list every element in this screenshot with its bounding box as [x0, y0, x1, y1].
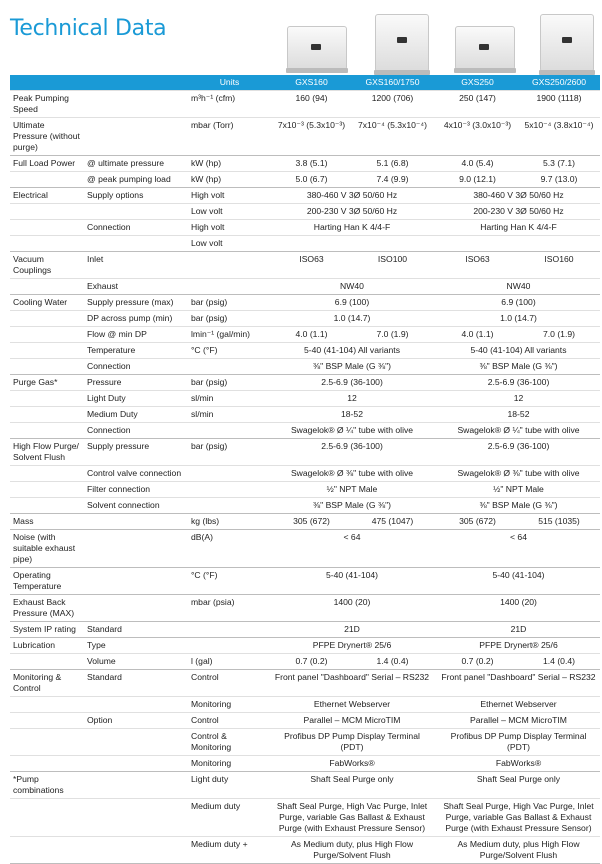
value-cell-gxs160-family: 380-460 V 3Ø 50/60 Hz [271, 188, 433, 204]
row-sublabel [84, 697, 188, 713]
unit-cell: Monitoring [188, 756, 271, 772]
value-cell-gxs160-family: ⅜" BSP Male (G ⅜") [271, 359, 433, 375]
table-row [10, 439, 600, 466]
table-row [10, 670, 600, 697]
unit-cell [188, 638, 271, 654]
value-cell: 1.4 (0.4) [352, 654, 433, 670]
table-row [10, 514, 600, 530]
value-cell: 1200 (706) [352, 91, 433, 118]
unit-cell: Control [188, 713, 271, 729]
row-sublabel: Medium Duty [84, 407, 188, 423]
value-cell-gxs160-family: Swagelok® Ø ⅜" tube with olive [271, 466, 433, 482]
row-sublabel [84, 514, 188, 530]
value-cell: 9.7 (13.0) [518, 172, 600, 188]
value-cell-gxs160-family: 5-40 (41-104) All variants [271, 343, 433, 359]
row-sublabel [84, 837, 188, 864]
value-cell: ISO100 [352, 252, 433, 279]
value-cell-gxs250-family: 1400 (20) [437, 595, 600, 622]
page-title: Technical Data [10, 16, 167, 41]
unit-cell: Monitoring [188, 697, 271, 713]
value-cell-gxs160-family: 200-230 V 3Ø 50/60 Hz [271, 204, 433, 220]
value-cell: 475 (1047) [352, 514, 433, 530]
row-label [10, 391, 84, 407]
row-label [10, 654, 84, 670]
value-cell: 9.0 (12.1) [437, 172, 518, 188]
value-cell-gxs250-family: Profibus DP Pump Display Terminal (PDT) [437, 729, 600, 756]
row-label: Noise (with suitable exhaust pipe) [10, 530, 84, 568]
value-cell: 305 (672) [437, 514, 518, 530]
unit-cell [188, 252, 271, 279]
value-cell: 5.0 (6.7) [271, 172, 352, 188]
unit-cell: bar (psig) [188, 295, 271, 311]
value-cell-gxs250-family: As Medium duty, plus High Flow Purge/Solvent Flush [437, 837, 600, 864]
row-label: Exhaust Back Pressure (MAX) [10, 595, 84, 622]
unit-cell: High volt [188, 220, 271, 236]
model-header: GXS250 [437, 75, 518, 91]
value-cell-gxs160-family: Shaft Seal Purge, High Vac Purge, Inlet Purge, variable Gas Ballast & Exhaust Purge (with Exhaust Pressure Sensor) [271, 799, 433, 837]
table-row [10, 343, 600, 359]
unit-cell: l (gal) [188, 654, 271, 670]
model-header: GXS160 [271, 75, 352, 91]
unit-cell: lmin⁻¹ (gal/min) [188, 327, 271, 343]
table-row [10, 311, 600, 327]
row-label [10, 359, 84, 375]
value-cell: 4.0 (1.1) [437, 327, 518, 343]
unit-cell: sl/min [188, 407, 271, 423]
row-sublabel: Inlet [84, 252, 188, 279]
table-row [10, 172, 600, 188]
row-label [10, 279, 84, 295]
table-row [10, 799, 600, 837]
row-sublabel: Exhaust [84, 279, 188, 295]
value-cell: ISO63 [271, 252, 352, 279]
row-label: System IP rating [10, 622, 84, 638]
table-row [10, 407, 600, 423]
table-row [10, 482, 600, 498]
unit-cell: mbar (Torr) [188, 118, 271, 156]
unit-cell [188, 466, 271, 482]
row-sublabel: Solvent connection [84, 498, 188, 514]
value-cell-gxs250-family: Parallel – MCM MicroTIM [437, 713, 600, 729]
row-label: Purge Gas* [10, 375, 84, 391]
row-label [10, 407, 84, 423]
value-cell-gxs160-family: Shaft Seal Purge only [271, 772, 433, 799]
value-cell-gxs250-family: 2.5-6.9 (36-100) [437, 375, 600, 391]
value-cell-gxs250-family: 5-40 (41-104) [437, 568, 600, 595]
unit-cell: kg (lbs) [188, 514, 271, 530]
table-row [10, 466, 600, 482]
row-sublabel: Flow @ min DP [84, 327, 188, 343]
unit-cell: °C (°F) [188, 568, 271, 595]
row-label: Ultimate Pressure (without purge) [10, 118, 84, 156]
value-cell: 5x10⁻⁴ (3.8x10⁻⁴) [518, 118, 600, 156]
row-label: Electrical [10, 188, 84, 204]
value-cell-gxs160-family: Profibus DP Pump Display Terminal (PDT) [271, 729, 433, 756]
value-cell-gxs160-family: PFPE Drynert® 25/6 [271, 638, 433, 654]
value-cell-gxs250-family: 200-230 V 3Ø 50/60 Hz [437, 204, 600, 220]
unit-cell: bar (psig) [188, 439, 271, 466]
value-cell-gxs160-family: Ethernet Webserver [271, 697, 433, 713]
value-cell-gxs160-family: 1.0 (14.7) [271, 311, 433, 327]
value-cell-gxs250-family: Swagelok® Ø ⅜" tube with olive [437, 466, 600, 482]
row-sublabel: Option [84, 713, 188, 729]
value-cell-gxs250-family: PFPE Drynert® 25/6 [437, 638, 600, 654]
table-row [10, 236, 600, 252]
row-label: Full Load Power [10, 156, 84, 172]
row-sublabel: Supply pressure [84, 439, 188, 466]
value-cell-gxs250-family: Swagelok® Ø ¼" tube with olive [437, 423, 600, 439]
table-row [10, 118, 600, 156]
row-label [10, 697, 84, 713]
value-cell: 7.0 (1.9) [518, 327, 600, 343]
table-row [10, 772, 600, 799]
value-cell-gxs160-family: 5-40 (41-104) [271, 568, 433, 595]
value-cell-gxs160-family: < 64 [271, 530, 433, 568]
table-row [10, 375, 600, 391]
model-header: GXS160/1750 [352, 75, 433, 91]
table-header-row [10, 75, 600, 91]
row-label [10, 423, 84, 439]
unit-cell [188, 482, 271, 498]
value-cell-gxs160-family: 2.5-6.9 (36-100) [271, 375, 433, 391]
value-cell-gxs250-family: ⅜" BSP Male (G ⅜") [437, 498, 600, 514]
table-row [10, 327, 600, 343]
row-label: Monitoring & Control [10, 670, 84, 697]
value-cell-gxs250-family: Shaft Seal Purge only [437, 772, 600, 799]
row-sublabel [84, 118, 188, 156]
row-sublabel [84, 530, 188, 568]
row-sublabel: Supply pressure (max) [84, 295, 188, 311]
value-cell: 7x10⁻⁴ (5.3x10⁻⁴) [352, 118, 433, 156]
table-row [10, 729, 600, 756]
value-cell: 0.7 (0.2) [271, 654, 352, 670]
table-row [10, 837, 600, 864]
value-cell-gxs250-family: Harting Han K 4/4-F [437, 220, 600, 236]
unit-cell [188, 622, 271, 638]
value-cell-gxs250-family: NW40 [437, 279, 600, 295]
value-cell-gxs250-family: Ethernet Webserver [437, 697, 600, 713]
row-label: High Flow Purge/ Solvent Flush [10, 439, 84, 466]
table-row [10, 498, 600, 514]
technical-data-table [10, 75, 600, 864]
value-cell-gxs250-family: Front panel "Dashboard" Serial – RS232 [437, 670, 600, 697]
unit-cell: Control & Monitoring [188, 729, 271, 756]
row-label [10, 713, 84, 729]
row-sublabel: Volume [84, 654, 188, 670]
unit-cell: kW (hp) [188, 172, 271, 188]
value-cell: 1900 (1118) [518, 91, 600, 118]
row-label: Operating Temperature [10, 568, 84, 595]
pump-image-gxs160-1750 [375, 14, 429, 72]
row-label [10, 799, 84, 837]
row-sublabel: @ peak pumping load [84, 172, 188, 188]
row-sublabel [84, 799, 188, 837]
value-cell: 1.4 (0.4) [518, 654, 600, 670]
value-cell-gxs160-family: 2.5-6.9 (36-100) [271, 439, 433, 466]
table-row [10, 204, 600, 220]
value-cell-gxs160-family: FabWorks® [271, 756, 433, 772]
table-row [10, 220, 600, 236]
row-sublabel: Supply options [84, 188, 188, 204]
unit-cell: Medium duty + [188, 837, 271, 864]
value-cell-gxs250-family: ⅜" BSP Male (G ⅜") [437, 359, 600, 375]
row-label [10, 204, 84, 220]
row-sublabel: Standard [84, 622, 188, 638]
unit-cell: Low volt [188, 204, 271, 220]
value-cell: 5.3 (7.1) [518, 156, 600, 172]
table-row [10, 188, 600, 204]
row-sublabel: Standard [84, 670, 188, 697]
value-cell-gxs160-family: 1400 (20) [271, 595, 433, 622]
row-sublabel: Connection [84, 423, 188, 439]
row-label: Peak Pumping Speed [10, 91, 84, 118]
row-label [10, 498, 84, 514]
unit-cell [188, 498, 271, 514]
value-cell: 7x10⁻³ (5.3x10⁻³) [271, 118, 352, 156]
unit-cell: High volt [188, 188, 271, 204]
unit-cell: m³h⁻¹ (cfm) [188, 91, 271, 118]
row-sublabel [84, 595, 188, 622]
row-label: Vacuum Couplings [10, 252, 84, 279]
unit-cell: Light duty [188, 772, 271, 799]
value-cell-gxs160-family: NW40 [271, 279, 433, 295]
value-cell: 4x10⁻³ (3.0x10⁻³) [437, 118, 518, 156]
table-row [10, 697, 600, 713]
value-cell: 5.1 (6.8) [352, 156, 433, 172]
table-row [10, 654, 600, 670]
row-sublabel [84, 236, 188, 252]
unit-cell [188, 423, 271, 439]
value-cell-gxs250-family: 5-40 (41-104) All variants [437, 343, 600, 359]
table-row [10, 638, 600, 654]
value-cell: 7.4 (9.9) [352, 172, 433, 188]
value-cell: 160 (94) [271, 91, 352, 118]
model-header: GXS250/2600 [518, 75, 600, 91]
row-sublabel [84, 91, 188, 118]
value-cell-gxs250-family: 2.5-6.9 (36-100) [437, 439, 600, 466]
unit-cell: °C (°F) [188, 343, 271, 359]
pump-image-gxs250 [455, 26, 515, 70]
value-cell: 0.7 (0.2) [437, 654, 518, 670]
value-cell-gxs250-family: Shaft Seal Purge, High Vac Purge, Inlet Purge, variable Gas Ballast & Exhaust Purge (with Exhaust Pressure Sensor) [437, 799, 600, 837]
unit-cell [188, 359, 271, 375]
row-label [10, 172, 84, 188]
value-cell-gxs160-family: As Medium duty, plus High Flow Purge/Solvent Flush [271, 837, 433, 864]
table-row [10, 91, 600, 118]
table-row [10, 156, 600, 172]
value-cell-gxs250-family: FabWorks® [437, 756, 600, 772]
row-label: *Pump combinations [10, 772, 84, 799]
row-label [10, 343, 84, 359]
unit-cell: kW (hp) [188, 156, 271, 172]
row-sublabel: Filter connection [84, 482, 188, 498]
row-label: Mass [10, 514, 84, 530]
value-cell-gxs160-family: 6.9 (100) [271, 295, 433, 311]
table-row [10, 530, 600, 568]
table-row [10, 423, 600, 439]
row-sublabel [84, 756, 188, 772]
unit-cell [188, 279, 271, 295]
table-row [10, 295, 600, 311]
table-row [10, 279, 600, 295]
row-sublabel: Light Duty [84, 391, 188, 407]
value-cell-gxs250-family: 21D [437, 622, 600, 638]
value-cell-gxs160-family: 21D [271, 622, 433, 638]
row-sublabel: Control valve connection [84, 466, 188, 482]
table-row [10, 595, 600, 622]
value-cell-gxs250-family: 380-460 V 3Ø 50/60 Hz [437, 188, 600, 204]
unit-cell: Control [188, 670, 271, 697]
value-cell-gxs160-family: Parallel – MCM MicroTIM [271, 713, 433, 729]
value-cell-gxs160-family: 12 [271, 391, 433, 407]
value-cell: ISO63 [437, 252, 518, 279]
row-label [10, 837, 84, 864]
value-cell-gxs250-family: ½" NPT Male [437, 482, 600, 498]
value-cell-gxs160-family: Swagelok® Ø ¼" tube with olive [271, 423, 433, 439]
row-sublabel: Temperature [84, 343, 188, 359]
row-sublabel: Connection [84, 220, 188, 236]
row-sublabel: Pressure [84, 375, 188, 391]
value-cell: 4.0 (1.1) [271, 327, 352, 343]
value-cell-gxs250-family: 18-52 [437, 407, 600, 423]
pump-image-gxs160 [287, 26, 347, 70]
value-cell-gxs250-family: 6.9 (100) [437, 295, 600, 311]
row-sublabel: Connection [84, 359, 188, 375]
value-cell-gxs250-family: 1.0 (14.7) [437, 311, 600, 327]
row-label [10, 220, 84, 236]
row-label [10, 236, 84, 252]
table-row [10, 622, 600, 638]
table-row [10, 391, 600, 407]
row-sublabel: @ ultimate pressure [84, 156, 188, 172]
value-cell: 3.8 (5.1) [271, 156, 352, 172]
value-cell: ISO160 [518, 252, 600, 279]
value-cell-gxs160-family: Front panel "Dashboard" Serial – RS232 [271, 670, 433, 697]
value-cell-gxs160-family [271, 236, 433, 252]
row-sublabel [84, 772, 188, 799]
table-row [10, 359, 600, 375]
row-label: Lubrication [10, 638, 84, 654]
unit-cell: Low volt [188, 236, 271, 252]
unit-cell: dB(A) [188, 530, 271, 568]
value-cell: 4.0 (5.4) [437, 156, 518, 172]
row-sublabel [84, 568, 188, 595]
value-cell: 250 (147) [437, 91, 518, 118]
row-label: Cooling Water [10, 295, 84, 311]
row-label [10, 466, 84, 482]
pump-image-gxs250-2600 [540, 14, 594, 72]
table-row [10, 252, 600, 279]
row-label [10, 327, 84, 343]
row-sublabel [84, 204, 188, 220]
value-cell-gxs160-family: Harting Han K 4/4-F [271, 220, 433, 236]
row-sublabel: DP across pump (min) [84, 311, 188, 327]
row-label [10, 482, 84, 498]
row-label [10, 756, 84, 772]
row-sublabel: Type [84, 638, 188, 654]
unit-cell: bar (psig) [188, 375, 271, 391]
value-cell: 515 (1035) [518, 514, 600, 530]
value-cell-gxs250-family: 12 [437, 391, 600, 407]
value-cell-gxs160-family: 18-52 [271, 407, 433, 423]
row-label [10, 729, 84, 756]
value-cell-gxs160-family: ⅜" BSP Male (G ⅜") [271, 498, 433, 514]
value-cell-gxs160-family: ½" NPT Male [271, 482, 433, 498]
value-cell-gxs250-family: < 64 [437, 530, 600, 568]
table-row [10, 756, 600, 772]
unit-cell: sl/min [188, 391, 271, 407]
row-sublabel [84, 729, 188, 756]
units-header: Units [188, 75, 271, 91]
table-row [10, 713, 600, 729]
value-cell-gxs250-family [437, 236, 600, 252]
unit-cell: mbar (psia) [188, 595, 271, 622]
row-label [10, 311, 84, 327]
table-row [10, 568, 600, 595]
unit-cell: Medium duty [188, 799, 271, 837]
value-cell: 305 (672) [271, 514, 352, 530]
unit-cell: bar (psig) [188, 311, 271, 327]
value-cell: 7.0 (1.9) [352, 327, 433, 343]
